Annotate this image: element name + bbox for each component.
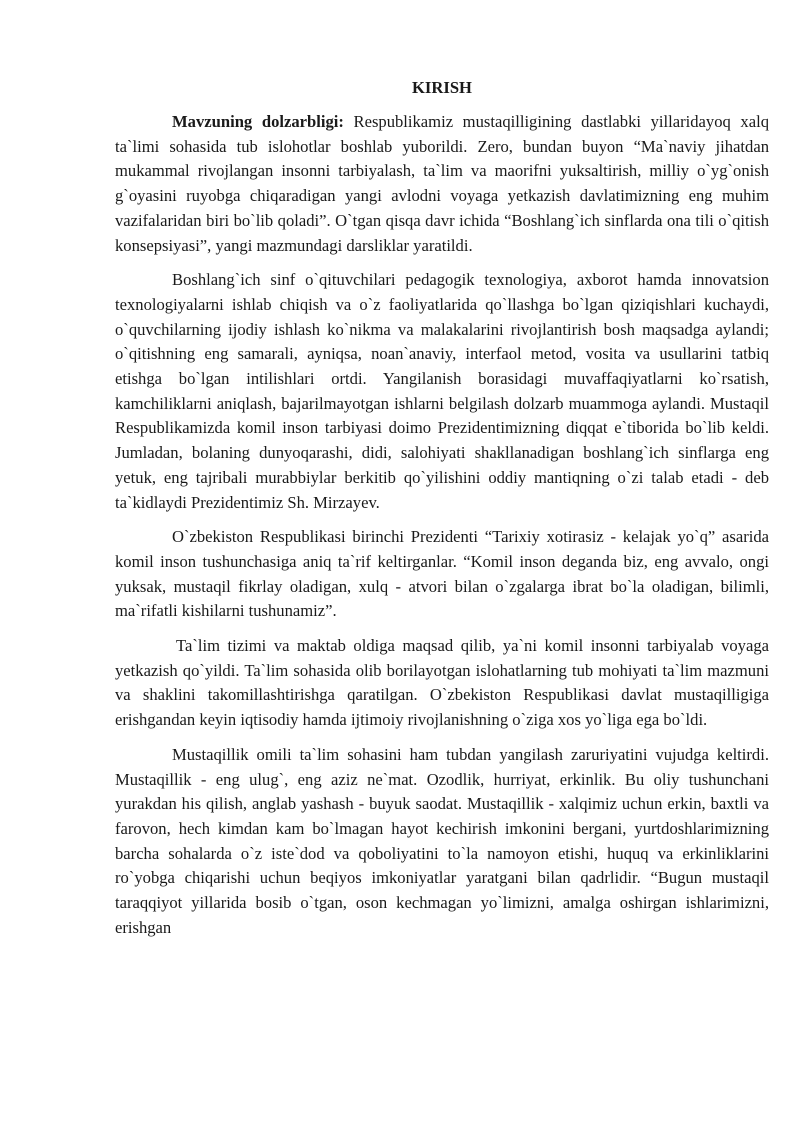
paragraph-relevance [115, 110, 769, 258]
paragraph-lead-heading: Mavzuning dolzarbligi: [172, 112, 344, 131]
page-title: KIRISH [412, 78, 472, 97]
paragraph-education-system: Ta`lim tizimi va maktab oldiga maqsad qilib, ya`ni komil insonni tarbiyalab voyaga yetkazish qo`yildi. Ta`lim sohasida olib borilayotgan islohatlarning tub mohiyati ta`lim mazmuni va shaklini takomillashtirishga qaratilgan. O`zbekiston Respublikasi davlat mustaqilligiga erishgandan keyin iqtisodiy hamda ijtimoiy rivojlanishning o`ziga xos yo`liga ega bo`ldi. [115, 636, 769, 730]
document-body [115, 76, 769, 951]
paragraph-president-quote: O`zbekiston Respublikasi birinchi Prezidenti “Tarixiy xotirasiz - kelajak yo`q” asarida komil inson tushunchasiga aniq ta`rif keltirganlar. “Komil inson deganda biz, eng avvalo, ongi yuksak, mustaqil fikrlay oladigan, xulq - atvori bilan o`zgalarga ibrat bo`la oladigan, bilimli, ma`rifatli kishilarni tushunamiz”. [115, 527, 769, 621]
paragraph-text: Respublikamiz mustaqilligining dastlabki yillaridayoq xalq ta`limi sohasida tub islohotlar boshlab yuborildi. Zero, bundan buyon “Ma`naviy jihatdan mukammal rivojlangan insonni tarbiyalash, ta`lim va maorifni yuksaltirish, milliy o`yg`onish g`oyasini ruyobga chiqaradigan yangi avlodni voyaga yetkazish davlatimizning eng muhim vazifalaridan biri bo`lib qoladi”. O`tgan qisqa davr ichida “Boshlang`ich sinflarda ona tili o`qitish konsepsiyasi”, yangi mazmundagi darsliklar yaratildi. [115, 112, 769, 255]
paragraph-teachers: Boshlang`ich sinf o`qituvchilari pedagogik texnologiya, axborot hamda innovatsion texnologiyalarni ishlab chiqish va o`z faoliyatlarida qo`llashga bo`lgan qiziqishlari kuchaydi, o`quvchilarning ijodiy ishlash ko`nikma va malakalarini rivojlantirish bosh maqsadga aylandi; o`qitishning eng samarali, ayniqsa, noan`anaviy, interfaol metod, vosita va usullarini tatbiq etishga bo`lgan intilishlari ortdi. Yangilanish borasidagi muvaffaqiyatlarni ko`rsatish, kamchiliklarni aniqlash, bajarilmayotgan ishlarni belgilash dolzarb muammoga aylandi. Mustaqil Respublikamizda komil inson tarbiyasi doimo Prezidentimizning diqqat e`tiborida bo`lib keldi. Jumladan, bolaning dunyoqarashi, didi, salohiyati shakllanadigan boshlang`ich sinflarga eng yetuk, eng tajribali murabbiylar berkitib qo`yilishini oddiy mantiqning o`zi talab etadi - deb ta`kidlaydi Prezidentimiz Sh. Mirzayev. [115, 270, 769, 512]
paragraph-independence: Mustaqillik omili ta`lim sohasini ham tubdan yangilash zaruriyatini vujudga keltirdi. Mustaqillik - eng ulug`, eng aziz ne`mat. Ozodlik, hurriyat, erkinlik. Bu oliy tushunchani yurakdan his qilish, anglab yashash - buyuk saodat. Mustaqillik - xalqimiz uchun erkin, baxtli va farovon, hech kimdan kam bo`lmagan hayot kechirish imkonini bergani, yurtdoshlarimizning barcha sohalarda o`z iste`dod va qoboliyatini to`la namoyon etishi, huquq va erkinliklarini ro`yobga chiqarishi uchun beqiyos imkoniyatlar yaratgani bilan qadrlidir. “Bugun mustaqil taraqqiyot yillarida bosib o`tgan, oson kechmagan yo`limizni, amalga oshirgan ishlarimizni, erishgan [115, 744, 769, 937]
